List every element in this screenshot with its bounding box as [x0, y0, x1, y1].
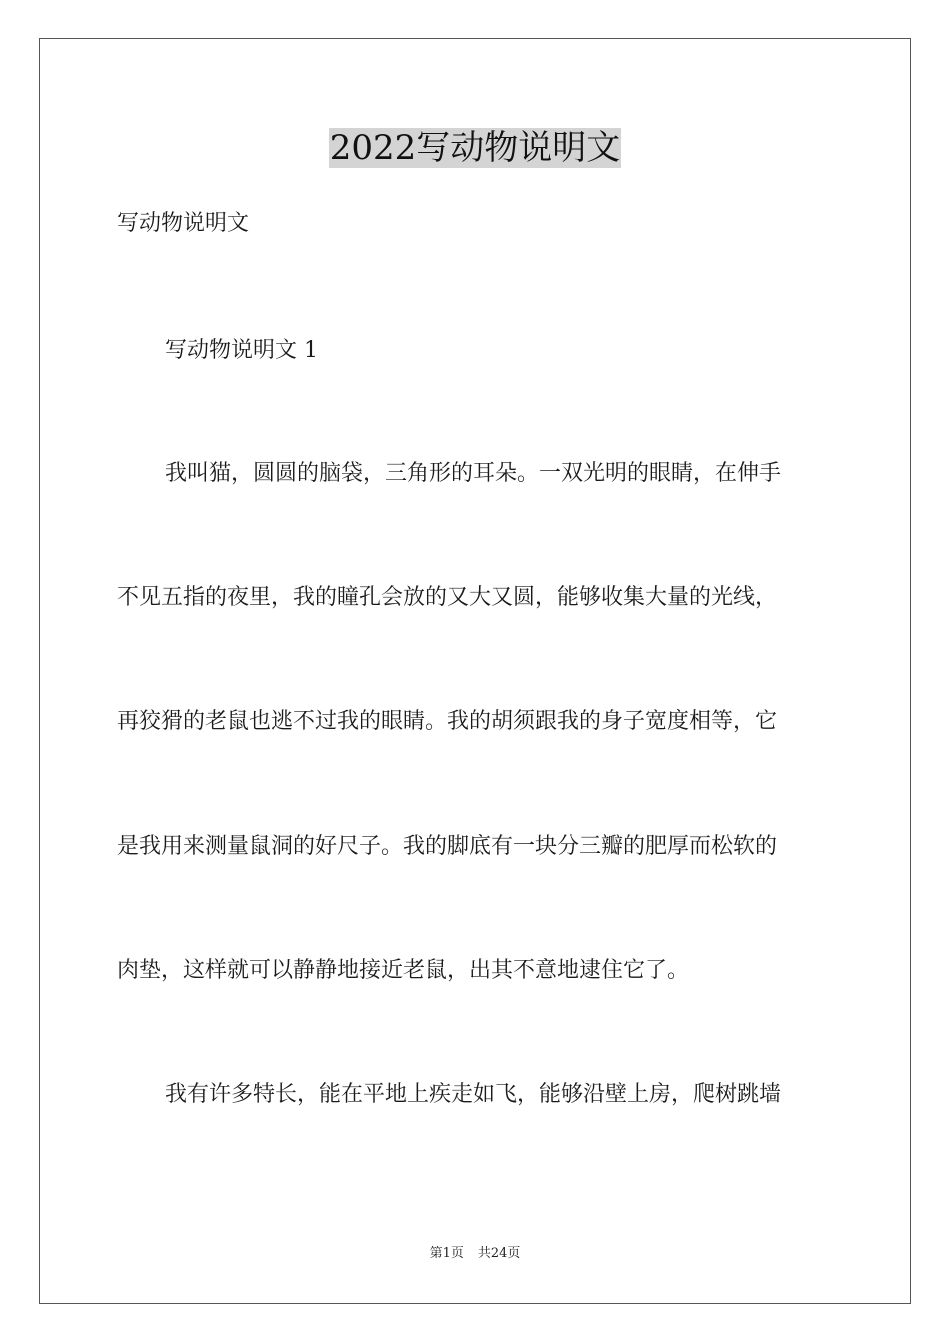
paragraph-line: 不见五指的夜里，我的瞳孔会放的又大又圆，能够收集大量的光线，: [117, 585, 778, 610]
paragraph-line: 肉垫，这样就可以静静地接近老鼠，出其不意地逮住它了。: [117, 958, 690, 983]
paragraph-line: 我叫猫，圆圆的脑袋，三角形的耳朵。一双光明的眼睛，在伸手: [165, 461, 782, 486]
section-heading: 写动物说明文 1: [165, 338, 318, 363]
total-pages: 共24页: [477, 1246, 521, 1261]
document-subtitle: 写动物说明文: [117, 211, 250, 236]
document-title: 2022写动物说明文: [329, 128, 621, 168]
paragraph-line: 我有许多特长，能在平地上疾走如飞，能够沿壁上房，爬树跳墙: [165, 1082, 782, 1107]
page-footer: [0, 1245, 950, 1263]
page-number: 第1页: [429, 1246, 464, 1261]
paragraph-line: 是我用来测量鼠洞的好尺子。我的脚底有一块分三瓣的肥厚而松软的: [117, 834, 778, 859]
paragraph-line: 再狡猾的老鼠也逃不过我的眼睛。我的胡须跟我的身子宽度相等，它: [117, 709, 778, 734]
